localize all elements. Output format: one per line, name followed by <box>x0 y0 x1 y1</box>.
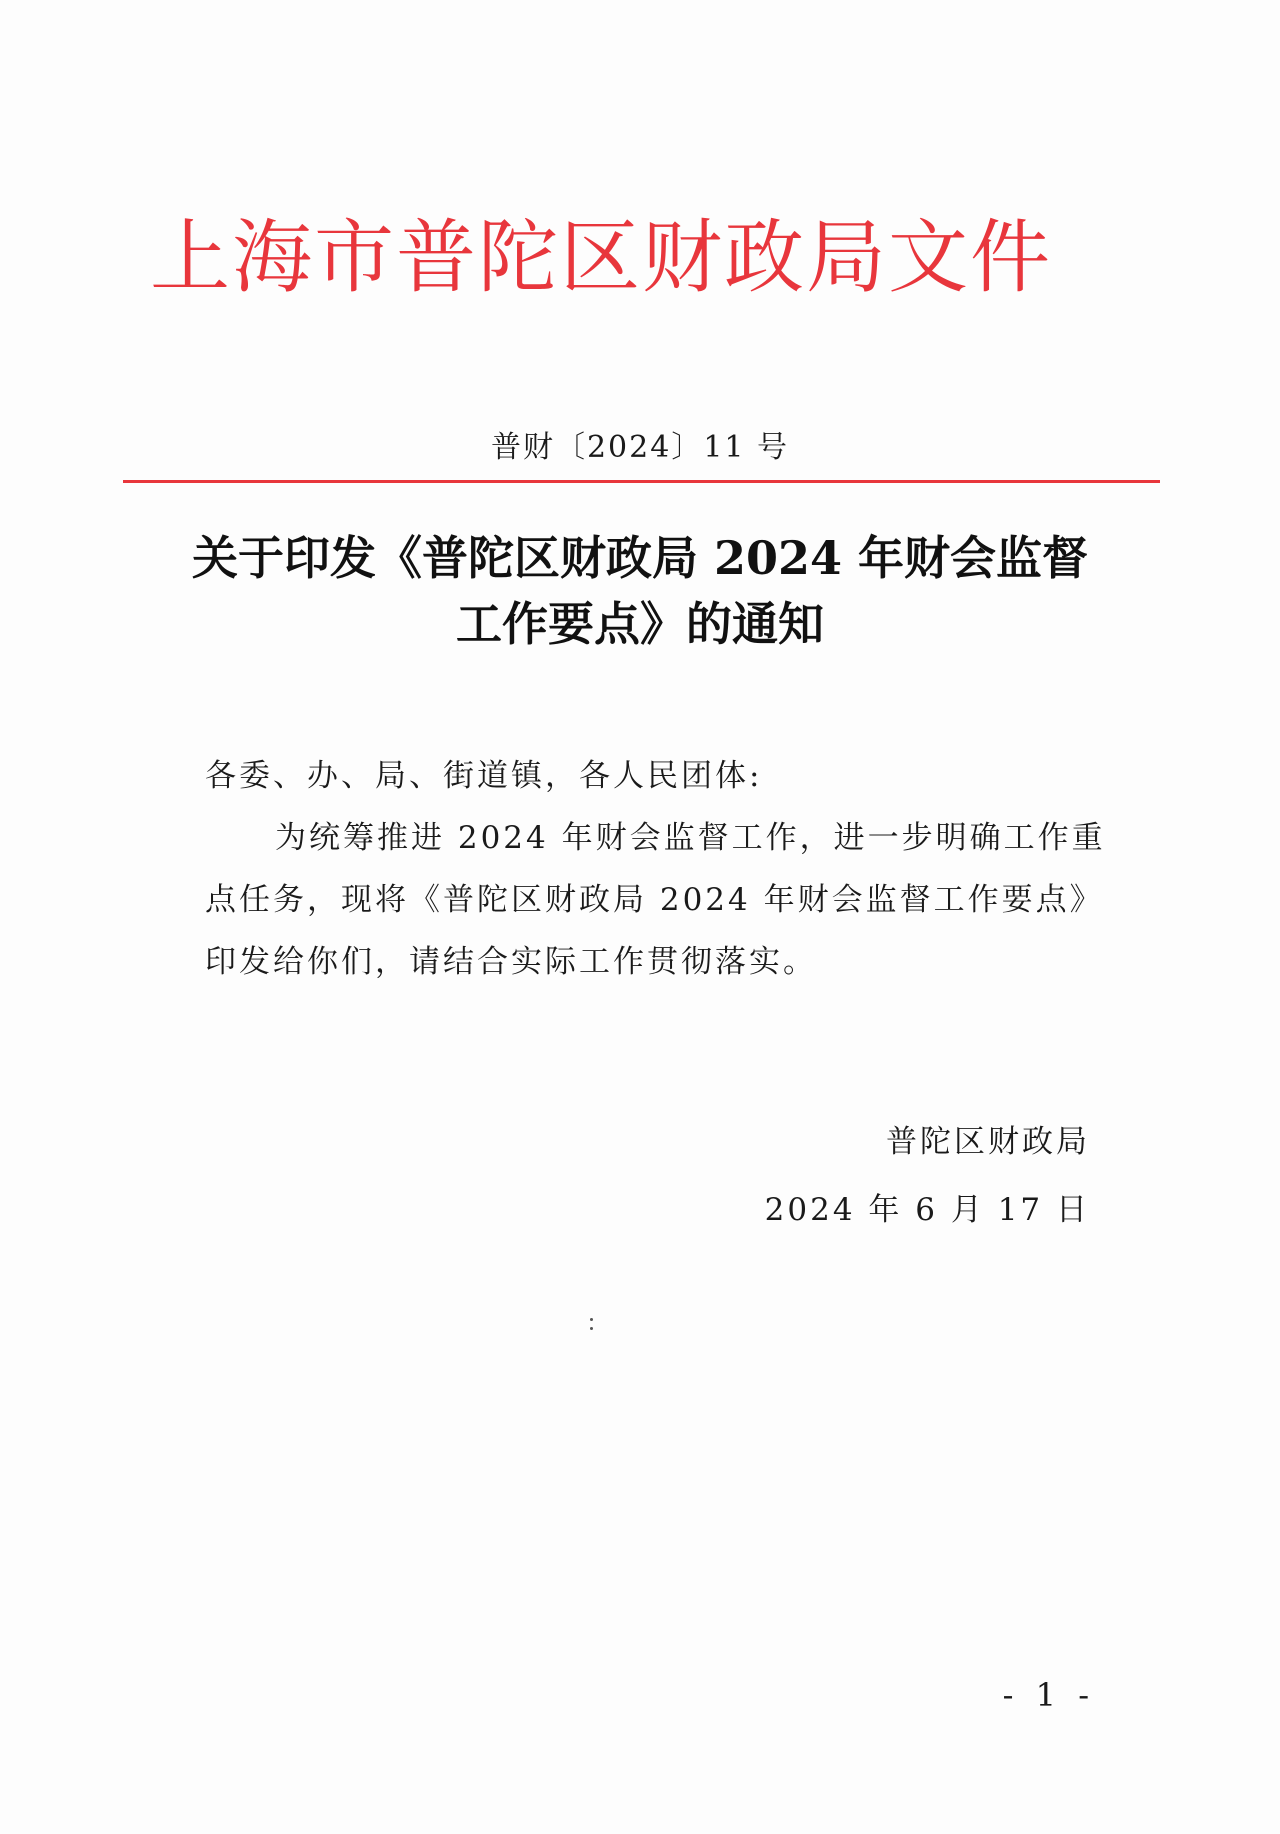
body-paragraph-line-1: 为统筹推进 2024 年财会监督工作，进一步明确工作重 <box>275 820 1106 856</box>
body-paragraph-line-3: 印发给你们，请结合实际工作贯彻落实。 <box>205 944 817 980</box>
issuer-name: 普陀区财政局 <box>886 1124 1090 1160</box>
document-number: 普财〔2024〕11 号 <box>490 430 790 465</box>
body-paragraph-line-2: 点任务，现将《普陀区财政局 2024 年财会监督工作要点》 <box>205 882 1104 918</box>
body-paragraph <box>205 807 1106 993</box>
issue-date: 2024 年 6 月 17 日 <box>764 1192 1090 1228</box>
red-divider-line <box>123 480 1160 483</box>
masthead-title: 上海市普陀区财政局文件 <box>150 211 1052 304</box>
notice-title <box>150 525 1130 657</box>
notice-title-line-1: 关于印发《普陀区财政局 2024 年财会监督 <box>191 531 1089 585</box>
page-number: - 1 - <box>1002 1676 1095 1714</box>
scan-speck-mark <box>590 1318 593 1321</box>
salutation: 各委、办、局、街道镇，各人民团体: <box>205 758 763 794</box>
notice-title-line-2: 工作要点》的通知 <box>456 597 824 651</box>
